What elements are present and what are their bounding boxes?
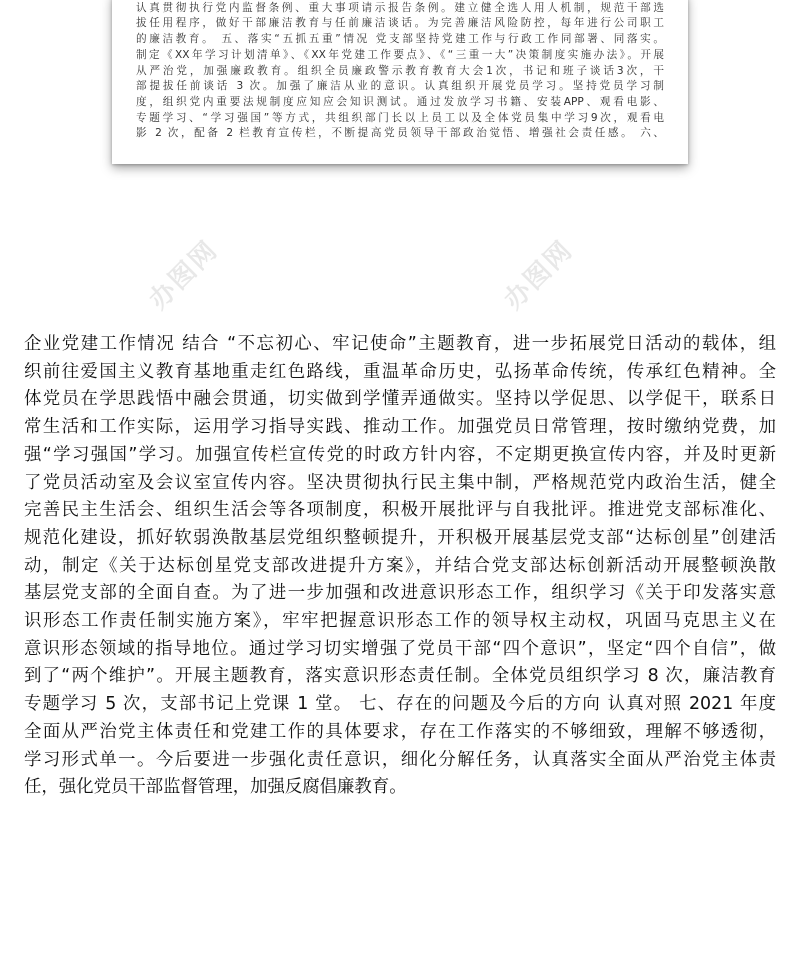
body-line: 基层党支部的全面自查。为了进一步加强和改进意识形态工作，组织学习《关于印发落实意 xyxy=(24,583,776,604)
preview-line: 影 2 次，配备 2 栏教育宣传栏，不断提高党员领导干部政治觉悟、增强社会责任感。 六、 xyxy=(136,127,664,140)
body-line: 全面从严治党主体责任和党建工作的具体要求，存在工作落实的不够细致，理解不够透彻， xyxy=(24,721,776,742)
body-line: 体党员在学思践悟中融会贯通，切实做到学懂弄通做实。坚持以学促思、以学促干，联系日 xyxy=(24,389,776,410)
body-line: 规范化建设，抓好软弱涣散基层党组织整顿提升，开积极开展基层党支部“达标创星”创建活 xyxy=(24,527,776,548)
preview-line: 拔任用程序，做好干部廉洁教育与任前廉洁谈话。为完善廉洁风险防控，每年进行公司职工 xyxy=(136,17,664,30)
body-line: 动，制定《关于达标创星党支部改进提升方案》，并结合党支部达标创新活动开展整顿涣散 xyxy=(24,555,776,576)
body-line: 织前往爱国主义教育基地重走红色路线，重温革命历史，弘扬革命传统，传承红色精神。全 xyxy=(24,361,776,382)
body-line: 企业党建工作情况 结合 “不忘初心、牢记使命”主题教育，进一步拓展党日活动的载体，组 xyxy=(24,334,776,354)
body-line: 强“学习强国”学习。加强宣传栏宣传党的时政方针内容，不定期更换宣传内容，并及时更新 xyxy=(24,444,776,465)
body-line: 意识形态领域的指导地位。通过学习切实增强了党员干部“四个意识”，坚定“四个自信”，做 xyxy=(24,638,776,659)
body-line: 到了“两个维护”。开展主题教育，落实意识形态责任制。全体党员组织学习 8 次，廉洁教育 xyxy=(24,666,776,687)
body-line: 识形态工作责任制实施方案》，牢牢把握意识形态工作的领导权主动权，巩固马克思主义在 xyxy=(24,611,776,632)
body-text xyxy=(24,331,776,802)
preview-line: 制定《XX年学习计划清单》、《XX年党建工作要点》、《“三重一大”决策制度实施办法》。开展 xyxy=(136,48,664,61)
body-line: 专题学习 5 次，支部书记上党课 1 堂。 七、存在的问题及今后的方向 认真对照 2021 年度 xyxy=(24,694,776,715)
body-line: 完善民主生活会、组织生活会等各项制度，积极开展批评与自我批评。推进党支部标准化、 xyxy=(24,500,776,521)
watermark: 办图网 xyxy=(498,234,580,316)
preview-line: 度，组织党内重要法规制度应知应会知识测试。通过发放学习书籍、安装APP、观看电影、 xyxy=(136,95,664,108)
body-line: 学习形式单一。今后要进一步强化责任意识，细化分解任务，认真落实全面从严治党主体责 xyxy=(24,749,776,770)
preview-line: 认真贯彻执行党内监督条例、重大事项请示报告条例。建立健全选人用人机制，规范干部选 xyxy=(136,1,664,14)
preview-line: 的廉洁教育。 五、落实“五抓五重”情况 党支部坚持党建工作与行政工作同部署、同落实。 xyxy=(136,33,664,46)
preview-line: 从严治党，加强廉政教育。组织全员廉政警示教育教育大会1次，书记和班子谈话3次，干 xyxy=(136,64,664,77)
preview-line: 专题学习、“学习强国”等方式，共组织部门长以上员工以及全体党员集中学习9次，观看电 xyxy=(136,111,664,124)
preview-line: 部提拔任前谈话 3 次。加强了廉洁从业的意识。认真组织开展党员学习。坚持党员学习制 xyxy=(136,80,664,93)
body-line: 了党员活动室及会议室宣传内容。坚决贯彻执行民主集中制，严格规范党内政治生活，健全 xyxy=(24,472,776,493)
body-line: 常生活和工作实际，运用学习指导实践、推动工作。加强党员日常管理，按时缴纳党费，加 xyxy=(24,417,776,438)
document-preview-text xyxy=(136,0,664,142)
watermark: 办图网 xyxy=(143,234,225,316)
document-preview-card xyxy=(112,0,688,164)
body-line: 任，强化党员干部监督管理，加强反腐倡廉教育。 xyxy=(24,777,407,798)
